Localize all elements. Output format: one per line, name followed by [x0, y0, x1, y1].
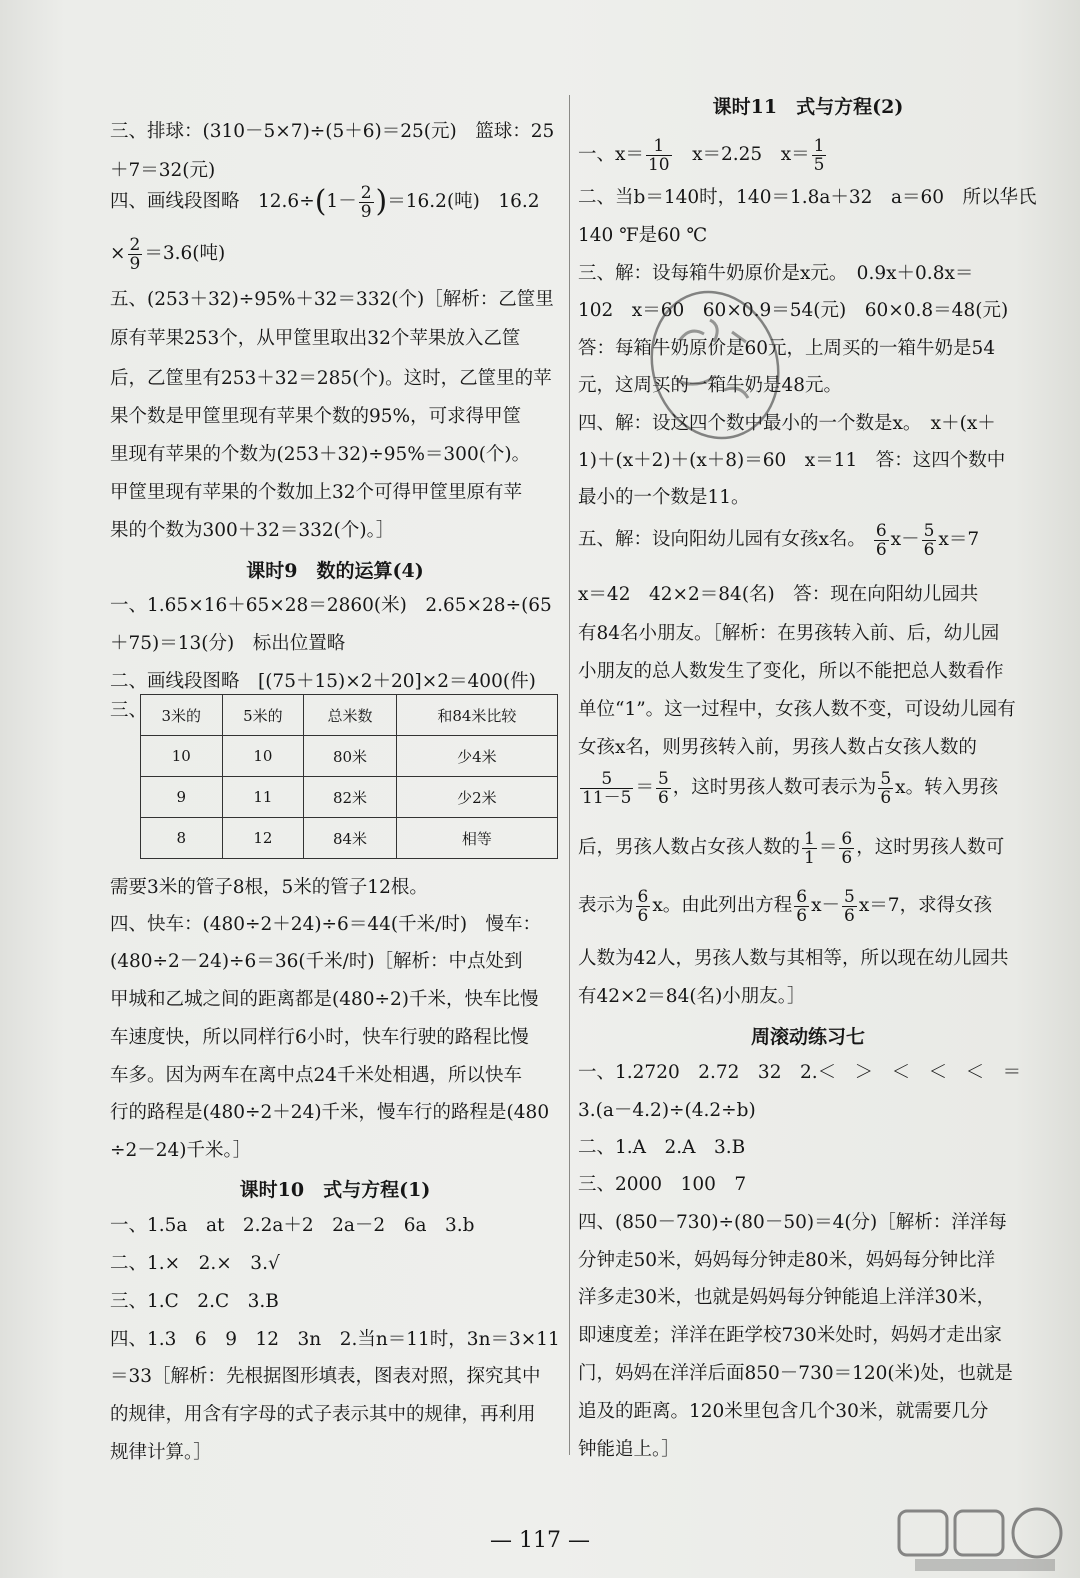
pipe-table — [140, 694, 558, 859]
answer-line: 3.(a－4.2)÷(4.2÷b) — [578, 1100, 756, 1121]
fraction: $\frac{5}{6}$ — [923, 520, 935, 560]
answer-line: 小朋友的总人数发生了变化，所以不能把总人数看作 — [578, 661, 1004, 682]
table-row — [141, 818, 558, 859]
answer-line: 答：每箱牛奶原价是60元，上周买的一箱牛奶是54 — [578, 338, 996, 359]
answer-line: 三、排球：(310－5×7)÷(5＋6)＝25(元) 篮球：25 — [110, 121, 555, 142]
answer-line: 门，妈妈在洋洋后面850－730＝120(米)处，也就是 — [578, 1363, 1013, 1384]
answer-line: 四、(850－730)÷(80－50)＝4(分)［解析：洋洋每 — [578, 1212, 1007, 1233]
answer-line: 一、1.2720 2.72 32 2.＜ ＞ ＜ ＜ ＜ ＝ — [578, 1062, 1022, 1083]
answer-line: 三、 — [110, 700, 148, 721]
answer-line: 二、当b＝140时，140＝1.8a＋32 a＝60 所以华氏 — [578, 187, 1037, 208]
answer-line: 女孩x名，则男孩转入前，男孩人数占女孩人数的 — [578, 737, 977, 758]
fraction: $\frac{5}{6}$ — [844, 886, 855, 926]
table-row — [141, 736, 558, 777]
answer-line: 甲筐里现有苹果的个数加上32个可得甲筐里原有苹 — [110, 482, 523, 503]
answer-line: 元，这周买的一箱牛奶是48元。 — [578, 375, 843, 396]
table-cell: 10 — [141, 736, 223, 777]
answer-line: 二、画线段图略 [(75＋15)×2＋20]×2＝400(件) — [110, 671, 536, 692]
answer-line: 分钟走50米，妈妈每分钟走80米，妈妈每分钟比洋 — [578, 1250, 996, 1271]
answer-line: 需要3米的管子8根，5米的管子12根。 — [110, 877, 428, 898]
fraction: $\frac{6}{6}$ — [796, 886, 808, 926]
fraction: $\frac{2}{9}$ — [129, 234, 141, 274]
answer-line: 102 x＝60 60×0.9＝54(元) 60×0.8＝48(元) — [578, 300, 1009, 321]
answer-line: 后，乙筐里有253＋32＝285(个)。这时，乙筐里的苹 — [110, 368, 552, 389]
table-cell: 82米 — [304, 777, 397, 818]
answer-line: 一、1.65×16＋65×28＝2860(米) 2.65×28÷(65 — [110, 595, 552, 616]
answer-line: 有84名小朋友。［解析：在男孩转入前、后，幼儿园 — [578, 623, 1000, 644]
table-cell: 80米 — [304, 736, 397, 777]
answer-line: 单位“1”。这一过程中，女孩人数不变，可设幼儿园有 — [578, 699, 1016, 720]
answer-line: 洋多走30米，也就是妈妈每分钟能追上洋洋30米， — [578, 1287, 996, 1308]
fraction: $\frac{2}{9}$ — [360, 182, 372, 222]
answer-line: 里现有苹果的个数为(253＋32)÷95%＝300(个)。 — [110, 444, 531, 465]
table-cell: 84米 — [304, 818, 397, 859]
table-cell: 8 — [141, 818, 223, 859]
answer-line: 三、解：设每箱牛奶原价是x元。 0.9x＋0.8x＝ — [578, 263, 974, 284]
answer-line: 有42×2＝84(名)小朋友。］ — [578, 986, 806, 1007]
answer-line: ÷2－24)千米。］ — [110, 1140, 252, 1161]
table-header-cell: 3米的 — [141, 695, 223, 736]
fraction: $\frac{1}{10}$ — [647, 135, 670, 175]
table-cell: 相等 — [396, 818, 557, 859]
table-cell: 11 — [222, 777, 304, 818]
answer-line: 一、x＝ $\frac{1}{10}$ x＝2.25 x＝ $\frac{1}{5}$ — [578, 135, 825, 175]
answer-line: 四、快车：(480÷2＋24)÷6＝44(千米/时) 慢车： — [110, 914, 542, 935]
section-title: 课时10 式与方程(1) — [239, 1179, 431, 1201]
fraction: $\frac{5}{11-5}$ — [582, 768, 632, 808]
answer-line: 人数为42人，男孩人数与其相等，所以现在幼儿园共 — [578, 948, 1009, 969]
answer-line: 即速度差；洋洋在距学校730米处时，妈妈才走出家 — [578, 1325, 1002, 1346]
answer-line: 140 ℉是60 ℃ — [578, 225, 708, 246]
answer-line: 一、1.5a at 2.2a＋2 2a－2 6a 3.b — [110, 1215, 475, 1236]
corner-logo — [895, 1505, 1073, 1575]
fraction: $\frac{1}{1}$ — [804, 828, 815, 868]
table-cell: 12 — [222, 818, 304, 859]
table-header-cell: 和84米比较 — [396, 695, 557, 736]
fraction: $\frac{1}{5}$ — [813, 135, 825, 175]
answer-line: ＝33［解析：先根据图形填表，图表对照，探究其中 — [110, 1366, 541, 1387]
answer-line: 果个数是甲筐里现有苹果个数的95%，可求得甲筐 — [110, 406, 522, 427]
section-title: 周滚动练习七 — [750, 1026, 865, 1048]
table-header-cell: 总米数 — [304, 695, 397, 736]
answer-line: ＋7＝32(元) — [110, 160, 216, 181]
answer-line: 车多。因为两车在离中点24千米处相遇，所以快车 — [110, 1065, 523, 1086]
answer-line: 表示为 $\frac{6}{6}$ x。由此列出方程 $\frac{6}{6}$ x－ $\frac{5}{6}$ x＝7，求得女孩 — [578, 886, 993, 926]
table-header-row — [141, 695, 558, 736]
answer-line: 行的路程是(480÷2＋24)千米，慢车行的路程是(480 — [110, 1102, 550, 1123]
answer-line: 最小的一个数是11。 — [578, 487, 750, 508]
fraction: $\frac{6}{6}$ — [637, 886, 649, 926]
answer-line: × $\frac{2}{9}$ ＝3.6(吨) — [110, 234, 226, 274]
answer-line: 五、(253＋32)÷95%＋32＝332(个)［解析：乙筐里 — [110, 289, 554, 310]
fraction: $\frac{5}{6}$ — [657, 768, 669, 808]
answer-line: 四、画线段图略 12.6÷(1－ $\frac{2}{9}$ )＝16.2(吨) 16.2 — [110, 182, 540, 222]
answer-line: 果的个数为300＋32＝332(个)。］ — [110, 520, 395, 541]
answer-line: 二、1.× 2.× 3.√ — [110, 1253, 280, 1274]
table-cell: 9 — [141, 777, 223, 818]
answer-line: 追及的距离。120米里包含几个30米，就需要几分 — [578, 1401, 989, 1422]
answer-line: 钟能追上。］ — [578, 1439, 680, 1460]
answer-line: 甲城和乙城之间的距离都是(480÷2)千米，快车比慢 — [110, 989, 539, 1010]
section-title: 课时9 数的运算(4) — [246, 560, 424, 582]
table-header-cell: 5米的 — [222, 695, 304, 736]
answer-line: 三、2000 100 7 — [578, 1174, 747, 1195]
answer-line: 后，男孩人数占女孩人数的 $\frac{1}{1}$ ＝ $\frac{6}{6}$ ，这时男孩人数可 — [578, 828, 1005, 868]
column-divider — [569, 95, 570, 1455]
answer-line: 三、1.C 2.C 3.B — [110, 1291, 279, 1312]
section-title: 课时11 式与方程(2) — [712, 96, 904, 118]
answer-line: 五、解：设向阳幼儿园有女孩x名。 $\frac{6}{6}$ x－ $\frac{5}{6}$ x＝7 — [578, 520, 980, 560]
answer-line: 四、1.3 6 9 12 3n 2.当n＝11时，3n＝3×11 — [110, 1329, 560, 1350]
answer-line: 规律计算。］ — [110, 1442, 212, 1463]
answer-line: x＝42 42×2＝84(名) 答：现在向阳幼儿园共 — [578, 584, 979, 605]
table-cell: 10 — [222, 736, 304, 777]
fraction: $\frac{6}{6}$ — [841, 828, 853, 868]
answer-line: 1)＋(x＋2)＋(x＋8)＝60 x＝11 答：这四个数中 — [578, 450, 1006, 471]
answer-line: 车速度快，所以同样行6小时，快车行驶的路程比慢 — [110, 1027, 529, 1048]
answer-line: 二、1.A 2.A 3.B — [578, 1137, 746, 1158]
table-cell: 少4米 — [396, 736, 557, 777]
answer-line: 的规律，用含有字母的式子表示其中的规律，再利用 — [110, 1404, 536, 1425]
table-row — [141, 777, 558, 818]
page-number: — 117 — — [490, 1528, 590, 1553]
answer-line: 四、解：设这四个数中最小的一个数是x。 x＋(x＋ — [578, 413, 996, 434]
table-cell: 少2米 — [396, 777, 557, 818]
answer-line: ＋75)＝13(分) 标出位置略 — [110, 633, 346, 654]
answer-line: 原有苹果253个，从甲筐里取出32个苹果放入乙筐 — [110, 328, 521, 349]
fraction: $\frac{5}{6}$ — [880, 768, 892, 808]
fraction: $\frac{6}{6}$ — [875, 520, 887, 560]
answer-line: (480÷2－24)÷6＝36(千米/时)［解析：中点处到 — [110, 951, 523, 972]
answer-line: $\frac{5}{11-5}$ ＝ $\frac{5}{6}$ ，这时男孩人数可表示为 $\frac{5}{6}$ x。转入男孩 — [582, 768, 999, 808]
